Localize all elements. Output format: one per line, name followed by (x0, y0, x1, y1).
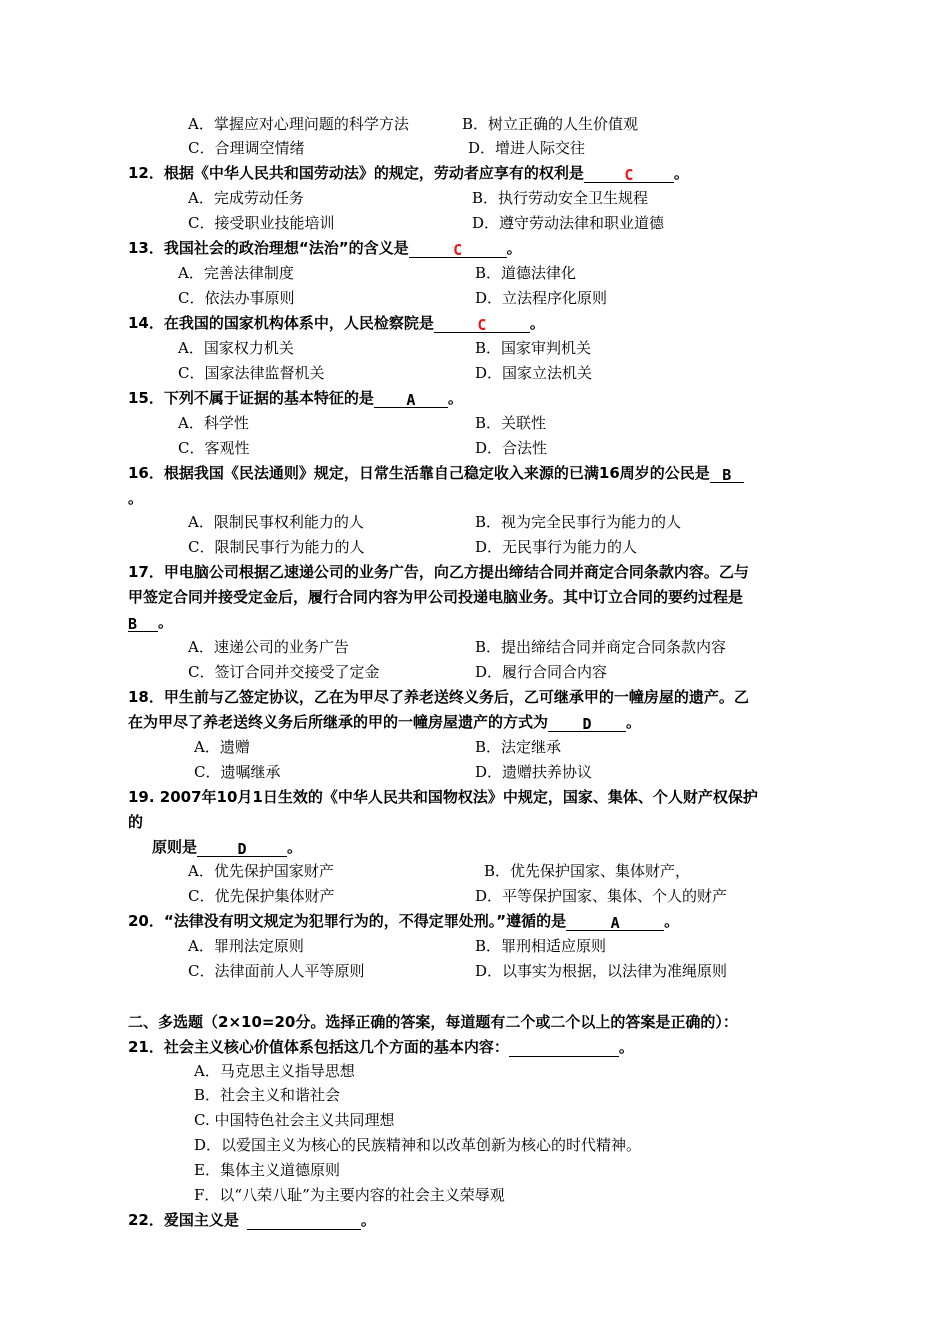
q19-stem-line3 (152, 837, 302, 857)
q19-stem: 原则是 (152, 838, 198, 856)
q12-option-b: B．执行劳动安全卫生规程 (472, 189, 649, 207)
q22-end: 。 (360, 1211, 376, 1229)
q18-option-c: C．遗嘱继承 (194, 763, 281, 781)
q12-answer-blank[interactable]: C (584, 165, 674, 183)
q18-answer-blank[interactable]: D (548, 714, 626, 732)
q21-stem: 21．社会主义核心价值体系包括这几个方面的基本内容： (128, 1038, 509, 1056)
q18-option-d: D．遗赠扶养协议 (475, 763, 593, 781)
q15-stem-line (128, 388, 463, 408)
q14-option-a: A．国家权力机关 (178, 339, 294, 357)
q15-stem: 15．下列不属于证据的基本特征的是 (128, 389, 374, 407)
q20-option-c: C．法律面前人人平等原则 (188, 962, 365, 980)
q17-option-c: C．签订合同并交接受了定金 (188, 663, 380, 681)
q15-option-d: D．合法性 (475, 439, 548, 457)
q13-stem-line (128, 238, 522, 258)
q19-option-a: A．优先保护国家财产 (188, 862, 334, 880)
q13-stem: 13．我国社会的政治理想“法治”的含义是 (128, 239, 409, 257)
q15-option-c: C．客观性 (178, 439, 250, 457)
q19-end: 。 (287, 838, 303, 856)
q20-stem-line (128, 911, 679, 931)
q18-end: 。 (626, 713, 642, 731)
q16-answer-blank[interactable]: B (710, 465, 744, 483)
q13-option-b: B．道德法律化 (475, 264, 577, 282)
q18-stem-line2 (128, 712, 641, 732)
q20-answer-blank[interactable]: A (566, 913, 664, 931)
q12-stem-line (128, 163, 689, 183)
q16-option-b: B．视为完全民事行为能力的人 (475, 513, 682, 531)
q21-option-b: B．社会主义和谐社会 (194, 1086, 341, 1104)
q16-option-c: C．限制民事行为能力的人 (188, 538, 365, 556)
q18-stem: 在为甲尽了养老送终义务后所继承的甲的一幢房屋遗产的方式为 (128, 713, 549, 731)
q16-option-d: D．无民事行为能力的人 (475, 538, 638, 556)
q20-end: 。 (664, 912, 680, 930)
q20-stem: 20．“法律没有明文规定为犯罪行为的，不得定罪处刑。”遵循的是 (128, 912, 567, 930)
q18-stem-line1: 18．甲生前与乙签定协议，乙在为甲尽了养老送终义务后，乙可继承甲的一幢房屋的遗产。乙 (128, 688, 749, 706)
q19-stem-line1: 19. 2007年10月1日生效的《中华人民共和国物权法》中规定，国家、集体、个人财产权保护 (128, 788, 758, 806)
q17-option-a: A．速递公司的业务广告 (188, 638, 349, 656)
q15-end: 。 (447, 389, 463, 407)
q14-answer-blank[interactable]: C (434, 315, 530, 333)
q13-option-c: C．依法办事原则 (178, 289, 295, 307)
q21-option-a: A．马克思主义指导思想 (194, 1062, 355, 1080)
q20-option-d: D．以事实为根据，以法律为准绳原则 (475, 962, 728, 980)
q17-end: 。 (158, 613, 174, 631)
q21-option-c: C. 中国特色社会主义共同理想 (194, 1111, 395, 1129)
q21-option-f: F．以“八荣八耻”为主要内容的社会主义荣辱观 (194, 1186, 505, 1204)
q16-stem-line (128, 463, 744, 483)
q20-option-b: B．罪刑相适应原则 (475, 937, 607, 955)
q22-stem: 22．爱国主义是 (128, 1211, 239, 1229)
q13-option-a: A．完善法律制度 (178, 264, 294, 282)
q22-answer-blank[interactable] (247, 1212, 361, 1230)
q14-end: 。 (529, 314, 545, 332)
q17-option-d: D．履行合同合内容 (475, 663, 608, 681)
q15-option-b: B．关联性 (475, 414, 547, 432)
q19-stem-line2: 的 (128, 813, 144, 831)
q20-option-a: A．罪刑法定原则 (188, 937, 304, 955)
q11-option-c: C．合理调空情绪 (188, 139, 305, 157)
q19-option-d: D．平等保护国家、集体、个人的财产 (475, 887, 728, 905)
q18-option-a: A．遗赠 (194, 738, 250, 756)
q14-option-d: D．国家立法机关 (475, 364, 593, 382)
q12-option-a: A．完成劳动任务 (188, 189, 304, 207)
q13-answer-blank[interactable]: C (409, 240, 507, 258)
q12-stem: 12．根据《中华人民共和国劳动法》的规定，劳动者应享有的权利是 (128, 164, 584, 182)
q14-stem: 14．在我国的国家机构体系中，人民检察院是 (128, 314, 434, 332)
q19-option-c: C．优先保护集体财产 (188, 887, 335, 905)
q17-stem-line3 (128, 612, 173, 632)
q11-option-d: D．增进人际交往 (468, 139, 586, 157)
q15-answer-blank[interactable]: A (374, 390, 448, 408)
q18-option-b: B．法定继承 (475, 738, 562, 756)
q17-answer-blank[interactable]: B (128, 614, 158, 632)
section-2-title: 二、多选题（2×10=20分。选择正确的答案，每道题有二个或二个以上的答案是正确的）： (128, 1013, 738, 1031)
q14-option-c: C．国家法律监督机关 (178, 364, 325, 382)
q21-end: 。 (618, 1038, 634, 1056)
q12-option-d: D．遵守劳动法律和职业道德 (472, 214, 665, 232)
q15-option-a: A．科学性 (178, 414, 249, 432)
q19-answer-blank[interactable]: D (197, 839, 287, 857)
q16-end: 。 (128, 489, 144, 507)
q11-option-b: B．树立正确的人生价值观 (462, 115, 639, 133)
q17-option-b: B．提出缔结合同并商定合同条款内容 (475, 638, 727, 656)
q17-stem-line1: 17．甲电脑公司根据乙速递公司的业务广告，向乙方提出缔结合同并商定合同条款内容。乙与 (128, 563, 749, 581)
q11-option-a: A．掌握应对心理问题的科学方法 (188, 115, 409, 133)
q12-option-c: C．接受职业技能培训 (188, 214, 335, 232)
q13-option-d: D．立法程序化原则 (475, 289, 608, 307)
q21-stem-line (128, 1037, 634, 1057)
q14-option-b: B．国家审判机关 (475, 339, 592, 357)
q21-option-d: D．以爱国主义为核心的民族精神和以改革创新为核心的时代精神。 (194, 1136, 642, 1154)
q21-option-e: E．集体主义道德原则 (194, 1161, 340, 1179)
q21-answer-blank[interactable] (509, 1039, 619, 1057)
q22-stem-line (128, 1210, 376, 1230)
q16-stem: 16．根据我国《民法通则》规定，日常生活靠自己稳定收入来源的已满16周岁的公民是 (128, 464, 710, 482)
q13-end: 。 (506, 239, 522, 257)
q14-stem-line (128, 313, 545, 333)
q17-stem-line2: 甲签定合同并接受定金后，履行合同内容为甲公司投递电脑业务。其中订立合同的要约过程是 (128, 588, 744, 606)
q16-option-a: A．限制民事权利能力的人 (188, 513, 364, 531)
q19-option-b: B．优先保护国家、集体财产， (484, 862, 691, 880)
q12-end: 。 (673, 164, 689, 182)
